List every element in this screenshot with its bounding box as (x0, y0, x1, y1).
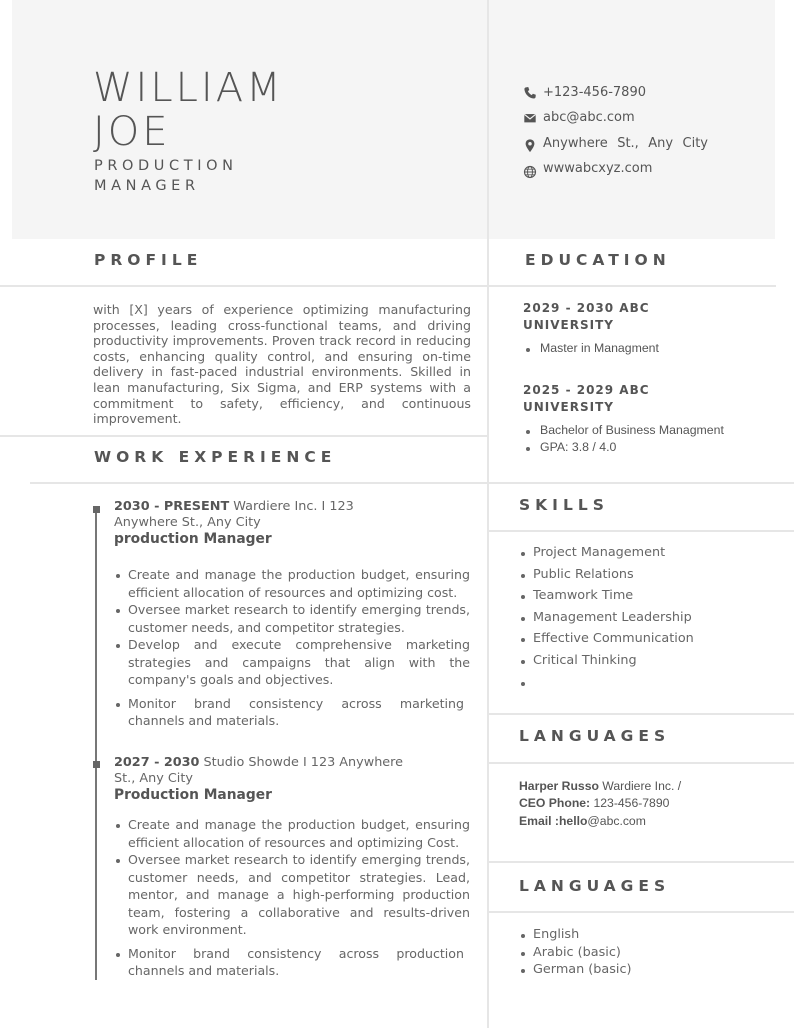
reference-email-domain: @abc.com (587, 813, 646, 828)
contact-email (523, 110, 708, 125)
reference-line-2 (519, 795, 719, 812)
skills-list (519, 542, 749, 693)
list-item: English (519, 926, 749, 944)
divider-languages-bottom (489, 911, 794, 913)
globe-icon (523, 165, 537, 179)
job-1-responsibilities (114, 566, 470, 730)
languages-heading: LANGUAGES (519, 877, 671, 895)
list-item: Monitor brand consistency across marketing channels and materials. (114, 695, 470, 730)
reference-heading: LANGUAGES (519, 727, 671, 745)
list-item: Project Management (519, 542, 749, 564)
candidate-name (93, 66, 284, 154)
list-item: Arabic (basic) (519, 944, 749, 962)
divider-skills-top (489, 482, 794, 484)
list-item: Teamwork Time (519, 585, 749, 607)
job-1-period: 2030 - PRESENT (114, 499, 230, 514)
reference-name: Harper Russo (519, 779, 599, 793)
education-entry-1-details (524, 340, 659, 357)
list-item: Create and manage the production budget, ensuring efficient allocation of resources and optimizing Cost. (114, 816, 470, 851)
list-item: German (basic) (519, 961, 749, 979)
phone-number: +123-456-7890 (543, 85, 646, 100)
list-item: Oversee market research to identify emerging trends, customer needs, and competitor strategies. (114, 601, 470, 636)
address: Anywhere St., Any City (543, 136, 708, 151)
list-item: Critical Thinking (519, 650, 749, 672)
divider-languages-top (489, 861, 794, 863)
column-divider (487, 0, 489, 1028)
list-item: Oversee market research to identify emerging trends, customer needs, and competitor strategies. Lead, mentor, and manage a high-performing production team, fostering a collaborative and results-driven work environment. (114, 851, 470, 939)
contact-phone (523, 85, 708, 100)
divider-work-top (0, 435, 487, 437)
divider-skills-bottom (489, 530, 794, 532)
location-pin-icon (523, 137, 537, 154)
job-title-line2: MANAGER (94, 178, 200, 194)
divider-education (489, 285, 776, 287)
education-entry-2-details (524, 422, 724, 456)
reference-line-3 (519, 813, 719, 830)
contact-website (523, 161, 708, 179)
first-name: WILLIAM (93, 65, 284, 111)
profile-summary: with [X] years of experience optimizing manufacturing processes, leading cross-functional teams, and driving productivity improvements. Proven track record in reducing costs, enhancing quality control, and ensuring on-time delivery in fast-paced industrial environments. Skilled in lean manufacturing, Six Sigma, and ERP systems with a commitment to safety, efficiency, and continuous improvement. (93, 302, 471, 427)
contact-address (523, 136, 708, 154)
list-item: GPA: 3.8 / 4.0 (524, 439, 724, 456)
education-1-university: UNIVERSITY (523, 318, 614, 332)
timeline-marker-1 (93, 506, 100, 513)
education-1-years-school: 2029 - 2030 ABC (523, 301, 650, 315)
education-entry-1-title (523, 300, 650, 334)
profile-heading: PROFILE (94, 251, 203, 269)
list-item: Develop and execute comprehensive marketing strategies and campaigns that align with the company's goals and objectives. (114, 636, 470, 689)
phone-icon (523, 86, 537, 100)
list-item (519, 672, 749, 694)
education-heading: EDUCATION (525, 251, 671, 269)
list-item: Effective Communication (519, 628, 749, 650)
job-1-header (114, 499, 374, 530)
reference-phone-label: CEO Phone: (519, 796, 591, 811)
divider-reference-bottom (489, 762, 794, 764)
reference-email-label: Email : (519, 813, 559, 828)
divider-work-bottom (30, 482, 487, 484)
divider-reference-top (489, 713, 794, 715)
job-title-line1: PRODUCTION (94, 158, 238, 174)
job-2-responsibilities (114, 816, 470, 980)
list-item: Management Leadership (519, 607, 749, 629)
job-2-period: 2027 - 2030 (114, 755, 200, 770)
job-1-company: Wardiere Inc. I 123 Anywhere St., Any City (114, 499, 354, 530)
list-item: Master in Managment (524, 340, 659, 357)
work-experience-heading: WORK EXPERIENCE (94, 448, 337, 466)
website: wwwabcxyz.com (543, 161, 653, 176)
reference-block (519, 778, 719, 830)
education-entry-2-title (523, 382, 650, 416)
job-title (94, 156, 238, 196)
last-name: JOE (93, 109, 171, 155)
education-2-years-school: 2025 - 2029 ABC (523, 383, 650, 397)
job-1-role: production Manager (114, 531, 272, 547)
reference-phone: 123-456-7890 (590, 796, 670, 811)
education-2-university: UNIVERSITY (523, 400, 614, 414)
list-item: Bachelor of Business Managment (524, 422, 724, 439)
email-address: abc@abc.com (543, 110, 635, 125)
reference-line-1 (519, 778, 719, 795)
envelope-icon (523, 111, 537, 125)
job-2-header (114, 755, 414, 786)
skills-heading: SKILLS (519, 496, 609, 514)
reference-company: Wardiere Inc. / (598, 779, 682, 793)
timeline-marker-2 (93, 761, 100, 768)
languages-list (519, 926, 749, 979)
job-2-role: Production Manager (114, 787, 272, 803)
list-item: Public Relations (519, 564, 749, 586)
list-item: Create and manage the production budget, ensuring efficient allocation of resources and optimizing cost. (114, 566, 470, 601)
divider-profile (0, 285, 487, 287)
work-timeline (95, 508, 97, 980)
job-2-company: Studio Showde I 123 Anywhere St., Any City (114, 755, 404, 786)
reference-email-user: hello (558, 813, 588, 828)
list-item: Monitor brand consistency across production channels and materials. (114, 945, 470, 980)
